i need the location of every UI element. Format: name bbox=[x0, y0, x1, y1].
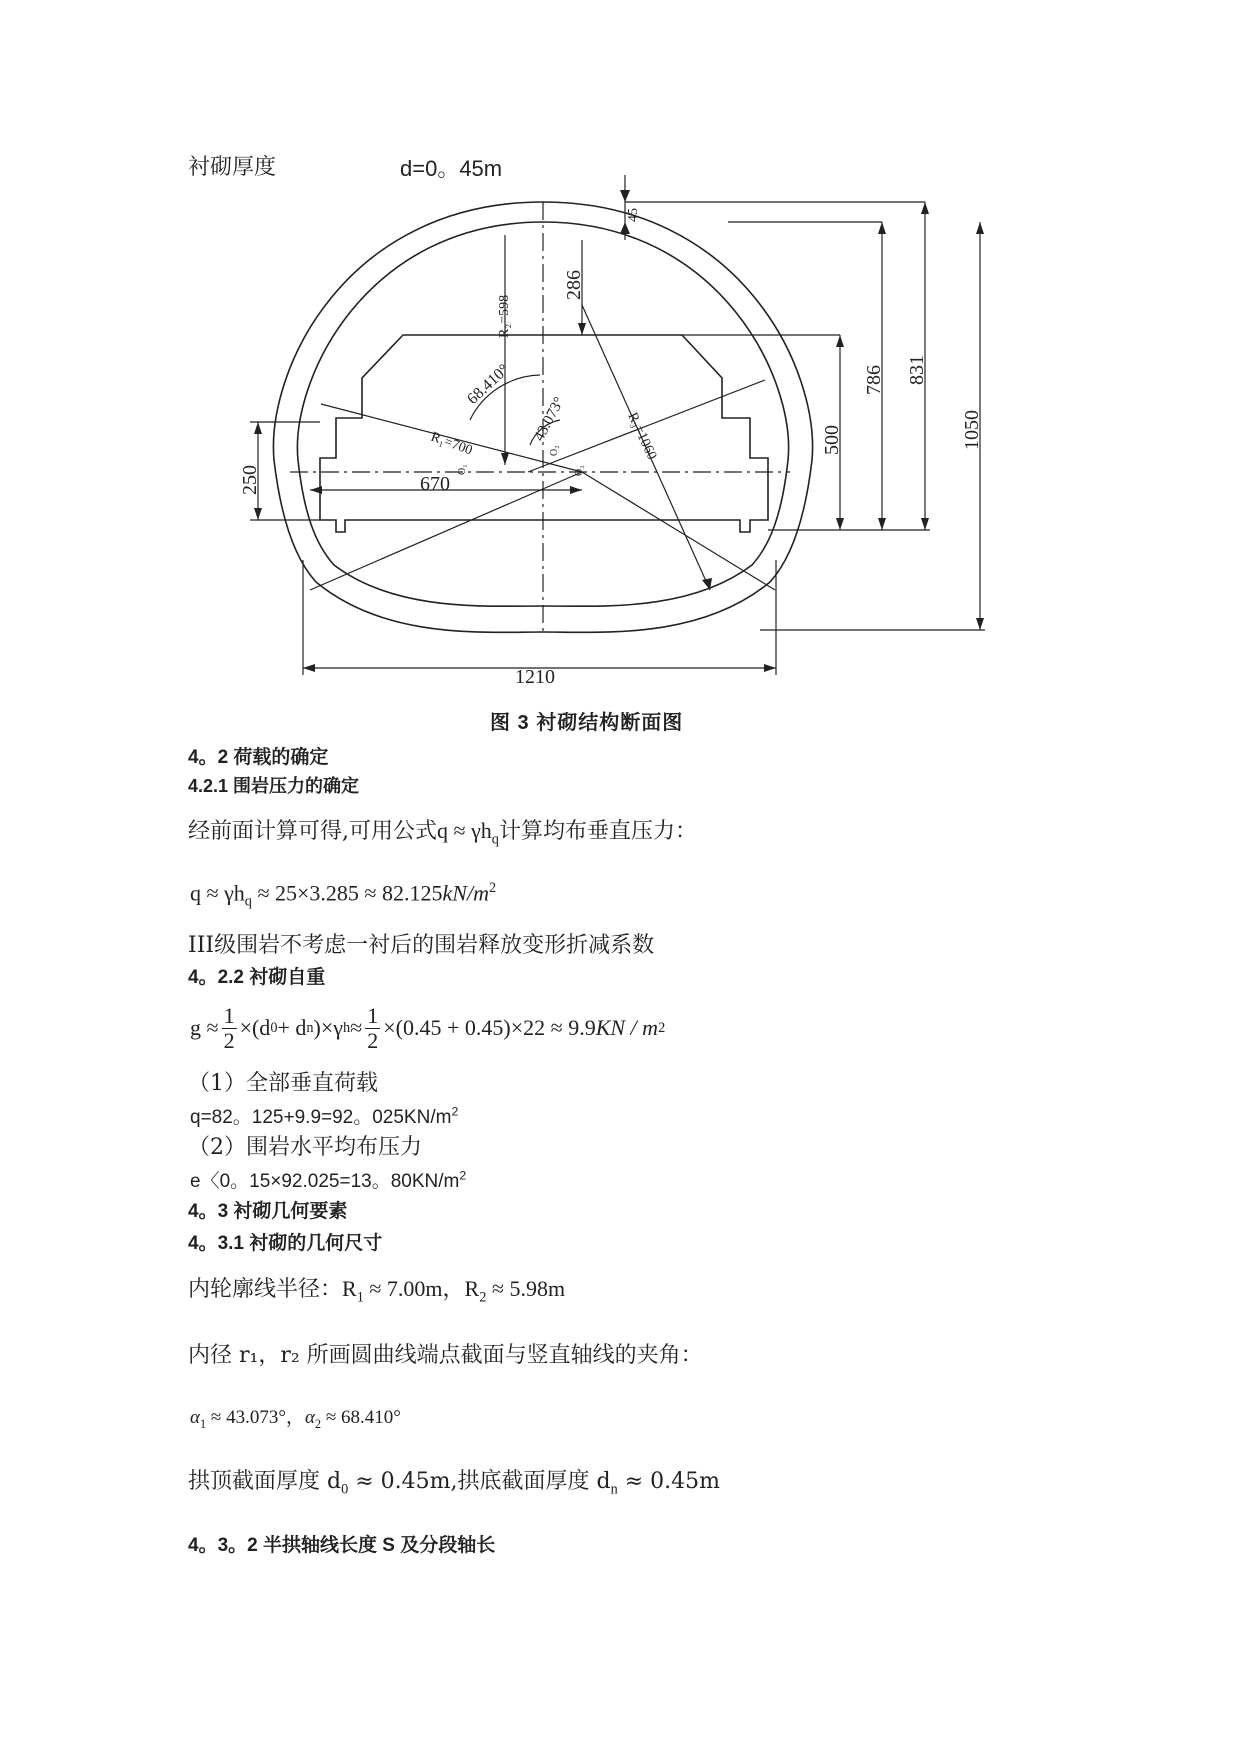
g-frac-den: 2 bbox=[223, 1027, 235, 1053]
section-thickness-line bbox=[188, 1464, 720, 1498]
dim-45-label: 45 bbox=[626, 208, 641, 222]
alpha2-value: ≈ 68.410° bbox=[321, 1407, 401, 1428]
dim-250-label: 250 bbox=[239, 465, 261, 495]
q-formula-main: q ≈ γh bbox=[190, 880, 245, 906]
section-4-3-1-title: 4。3.1 衬砌的几何尺寸 bbox=[188, 1233, 383, 1254]
alpha1-value: ≈ 43.073°， bbox=[206, 1407, 305, 1428]
g-unit: KN / m bbox=[595, 1015, 659, 1040]
inner-radius-line bbox=[188, 1272, 565, 1306]
intro-paragraph bbox=[188, 814, 697, 848]
r1-label: R₁=700 bbox=[428, 429, 475, 459]
grade-iii-note: III级围岩不考虑一衬后的围岩释放变形折减系数 bbox=[188, 933, 655, 958]
thickness-d0: 0 bbox=[341, 1481, 349, 1498]
g-frac2-den: 2 bbox=[367, 1027, 379, 1053]
g-unit-sup: 2 bbox=[658, 1019, 666, 1036]
thickness-pre: 拱顶截面厚度 d bbox=[188, 1469, 342, 1494]
g-mid1: ×(d bbox=[239, 1015, 271, 1040]
section-4-3-2-title: 4。3。2 半拱轴线长度 S 及分段轴长 bbox=[188, 1535, 496, 1556]
radius-r2-val: ≈ 5.98m bbox=[486, 1276, 566, 1301]
q-total-sup: 2 bbox=[451, 1104, 459, 1119]
item-1-label: （1）全部垂直荷载 bbox=[188, 1071, 378, 1096]
angle-description: 内径 r₁，r₂ 所画圆曲线端点截面与竖直轴线的夹角： bbox=[188, 1343, 703, 1368]
dim-831-label: 831 bbox=[906, 355, 928, 385]
dim-286-label: 286 bbox=[563, 270, 585, 300]
radius-r1: R bbox=[342, 1276, 357, 1301]
e-value bbox=[190, 1166, 466, 1193]
lining-thickness-value: d=0。45m bbox=[400, 156, 503, 181]
q-total bbox=[190, 1102, 458, 1129]
thickness-dn: n bbox=[610, 1481, 618, 1498]
g-mid3: )×γ bbox=[313, 1015, 344, 1040]
g-fraction-2 bbox=[365, 1004, 380, 1051]
dim-1050-label: 1050 bbox=[961, 410, 983, 450]
intro-formula-sub: q bbox=[491, 831, 499, 848]
r3-label: R₃=1060 bbox=[624, 410, 660, 463]
g-gh: h bbox=[343, 1019, 351, 1036]
g-lhs: g ≈ bbox=[190, 1015, 219, 1040]
alpha-values bbox=[190, 1402, 401, 1432]
alpha1-sub: 1 bbox=[199, 1416, 207, 1431]
dim-1210-label: 1210 bbox=[515, 666, 555, 688]
dim-786-label: 786 bbox=[863, 365, 885, 395]
lining-thickness-label: 衬砌厚度 bbox=[188, 155, 277, 180]
o1-label: O₁ bbox=[457, 464, 468, 475]
g-frac2-num: 1 bbox=[367, 1003, 379, 1029]
g-mid2: + d bbox=[277, 1015, 307, 1040]
radius-pre: 内轮廓线半径： bbox=[188, 1277, 343, 1302]
q-total-text: q=82。125+9.9=92。025KN/m bbox=[190, 1107, 452, 1128]
thickness-mid: ≈ 0.45m,拱底截面厚度 d bbox=[348, 1469, 611, 1494]
r2-label: R₂=598 bbox=[497, 294, 512, 338]
o2-label: O₂ bbox=[549, 445, 560, 456]
e-value-sup: 2 bbox=[459, 1168, 467, 1183]
alpha1-symbol: α bbox=[190, 1407, 200, 1428]
intro-post: 计算均布垂直压力： bbox=[498, 819, 697, 844]
alpha2-symbol: α bbox=[304, 1407, 315, 1428]
e-value-text: e〈0。15×92.025=13。80KN/m bbox=[190, 1171, 460, 1192]
radius-r2: R bbox=[464, 1276, 480, 1301]
q-unit-sup: 2 bbox=[488, 880, 497, 896]
radius-r2-sub: 2 bbox=[479, 1289, 487, 1306]
g-fraction-1 bbox=[222, 1004, 237, 1051]
dim-500-label: 500 bbox=[821, 425, 843, 455]
g-d0: 0 bbox=[270, 1019, 278, 1036]
q-formula-rest: ≈ 25×3.285 ≈ 82.125 bbox=[251, 880, 443, 906]
g-formula bbox=[190, 998, 665, 1058]
intro-formula: q ≈ γh bbox=[437, 818, 492, 843]
g-eq: ≈ bbox=[350, 1015, 363, 1040]
o3-label: O₃ bbox=[574, 465, 585, 476]
item-2-label: （2）围岩水平均布压力 bbox=[188, 1135, 422, 1160]
radius-r1-val: ≈ 7.00m， bbox=[363, 1276, 465, 1301]
q-formula bbox=[190, 880, 496, 911]
g-mid4: ×(0.45 + 0.45)×22 ≈ 9.9 bbox=[383, 1015, 596, 1040]
g-frac-num: 1 bbox=[223, 1003, 235, 1029]
section-4-2-title: 4。2 荷载的确定 bbox=[188, 747, 329, 768]
g-dn: n bbox=[306, 1019, 314, 1036]
lining-section-drawing bbox=[0, 170, 1241, 710]
angle-68-label: 68.410° bbox=[464, 361, 513, 408]
angle-43-label: 43.073° bbox=[531, 394, 568, 444]
figure-caption: 图 3 衬砌结构断面图 bbox=[490, 712, 684, 734]
q-formula-sub: q bbox=[244, 893, 252, 910]
section-4-2-1-title: 4.2.1 围岩压力的确定 bbox=[188, 776, 360, 796]
dim-670-label: 670 bbox=[420, 473, 450, 495]
alpha2-sub: 2 bbox=[314, 1416, 322, 1431]
section-4-3-title: 4。3 衬砌几何要素 bbox=[188, 1201, 348, 1222]
section-4-2-2-title: 4。2.2 衬砌自重 bbox=[188, 967, 326, 988]
q-unit: kN/m bbox=[442, 880, 489, 906]
intro-pre: 经前面计算可得,可用公式 bbox=[188, 819, 437, 844]
radius-r1-sub: 1 bbox=[356, 1289, 364, 1306]
thickness-end: ≈ 0.45m bbox=[617, 1469, 720, 1494]
